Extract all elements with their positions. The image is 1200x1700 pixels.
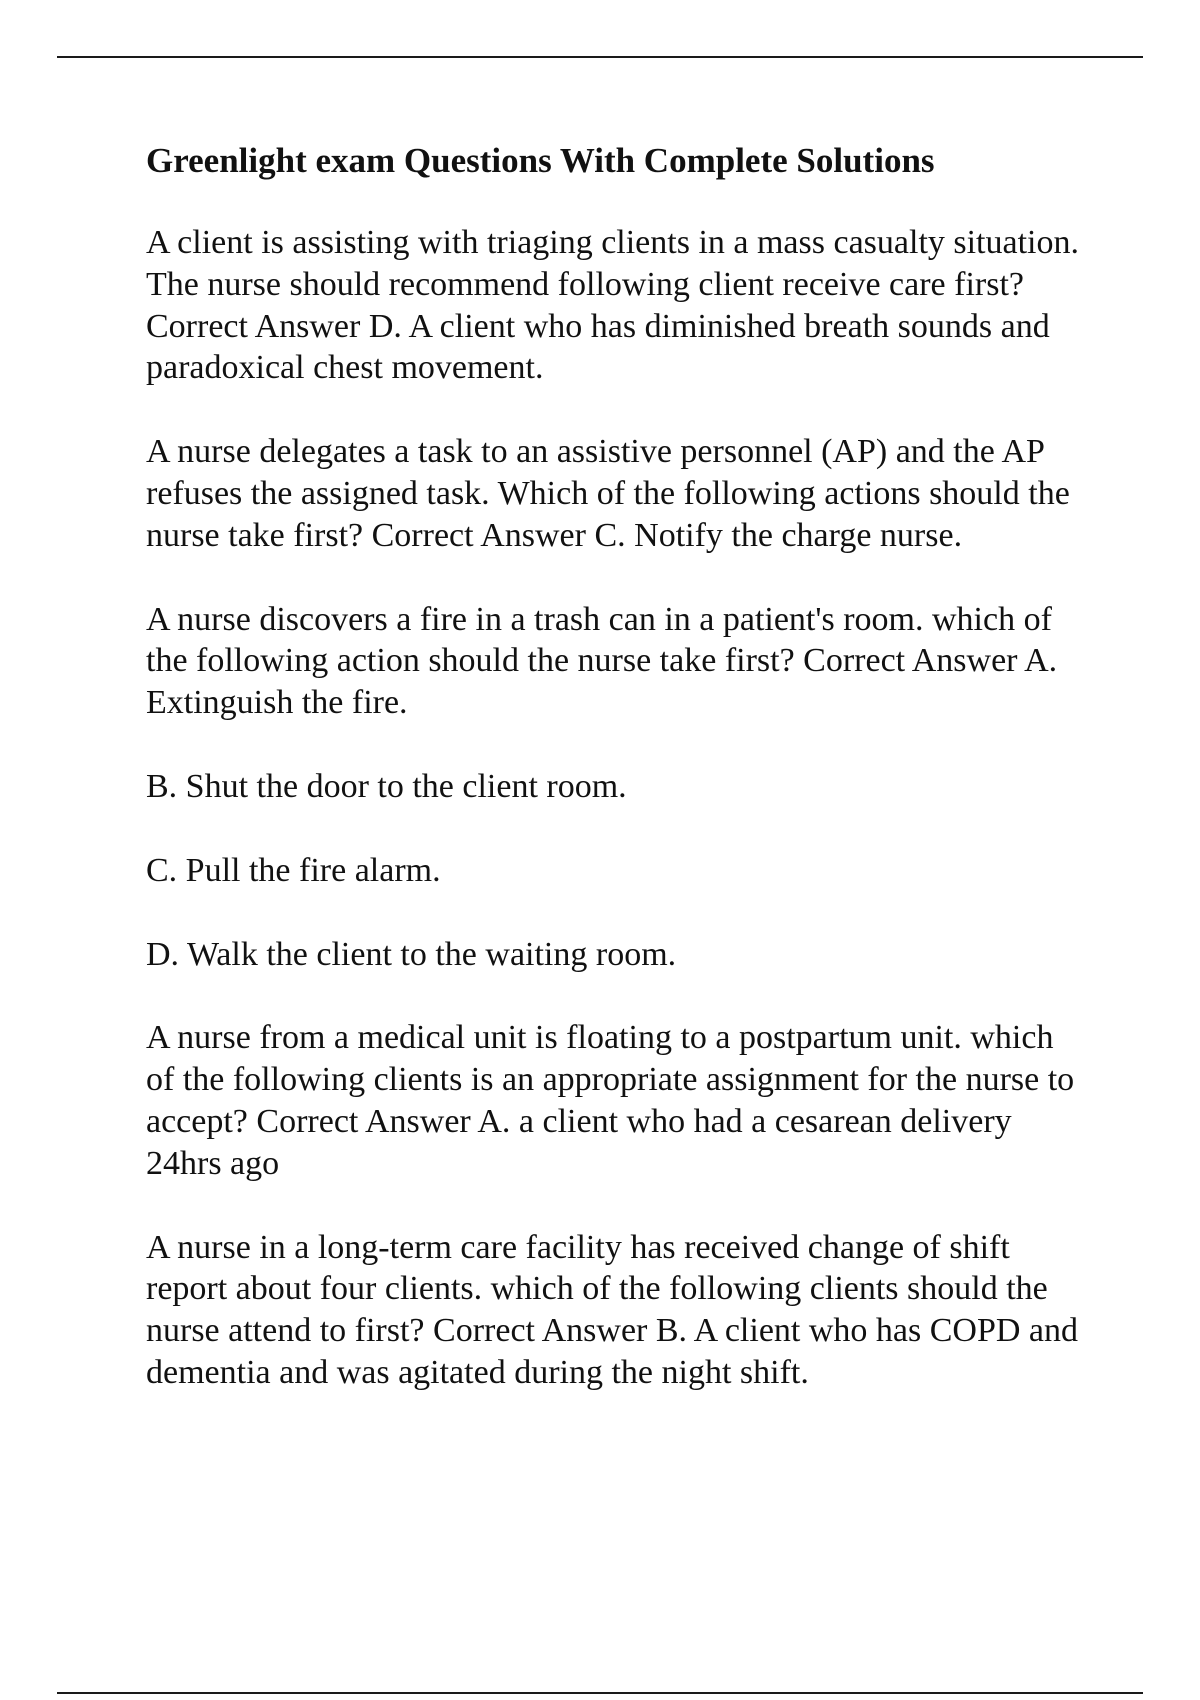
option-paragraph-d: D. Walk the client to the waiting room. bbox=[146, 935, 677, 973]
option-paragraph-b: B. Shut the door to the client room. bbox=[146, 767, 627, 805]
header-rule bbox=[57, 56, 1143, 58]
question-paragraph-4: A nurse from a medical unit is floating to a postpartum unit. which of the following clients is an appropriate assignment for the nurse to accept? Correct Answer A. a client who had a cesarean delivery 24hrs ago bbox=[146, 1019, 1075, 1182]
question-paragraph-2: A nurse delegates a task to an assistive personnel (AP) and the AP refuses the assigned task. Which of the following actions should the nurse take first? Correct Answer C. Notify the charge nurse. bbox=[146, 433, 1070, 554]
option-paragraph-c: C. Pull the fire alarm. bbox=[146, 851, 441, 889]
question-paragraph-1: A client is assisting with triaging clients in a mass casualty situation. The nurse should recommend following client receive care first? Correct Answer D. A client who has diminished breath sounds and paradoxical chest movement. bbox=[146, 224, 1079, 387]
document-title: Greenlight exam Questions With Complete Solutions bbox=[146, 141, 935, 180]
document-body bbox=[146, 140, 1086, 1436]
question-paragraph-3: A nurse discovers a fire in a trash can in a patient's room. which of the following action should the nurse take first? Correct Answer A. Extinguish the fire. bbox=[146, 600, 1058, 722]
footer-rule bbox=[57, 1692, 1143, 1694]
question-paragraph-5: A nurse in a long-term care facility has received change of shift report about four clients. which of the following clients should the nurse attend to first? Correct Answer B. A client who has COPD and dementia and was agitated during the night shift. bbox=[146, 1228, 1079, 1391]
